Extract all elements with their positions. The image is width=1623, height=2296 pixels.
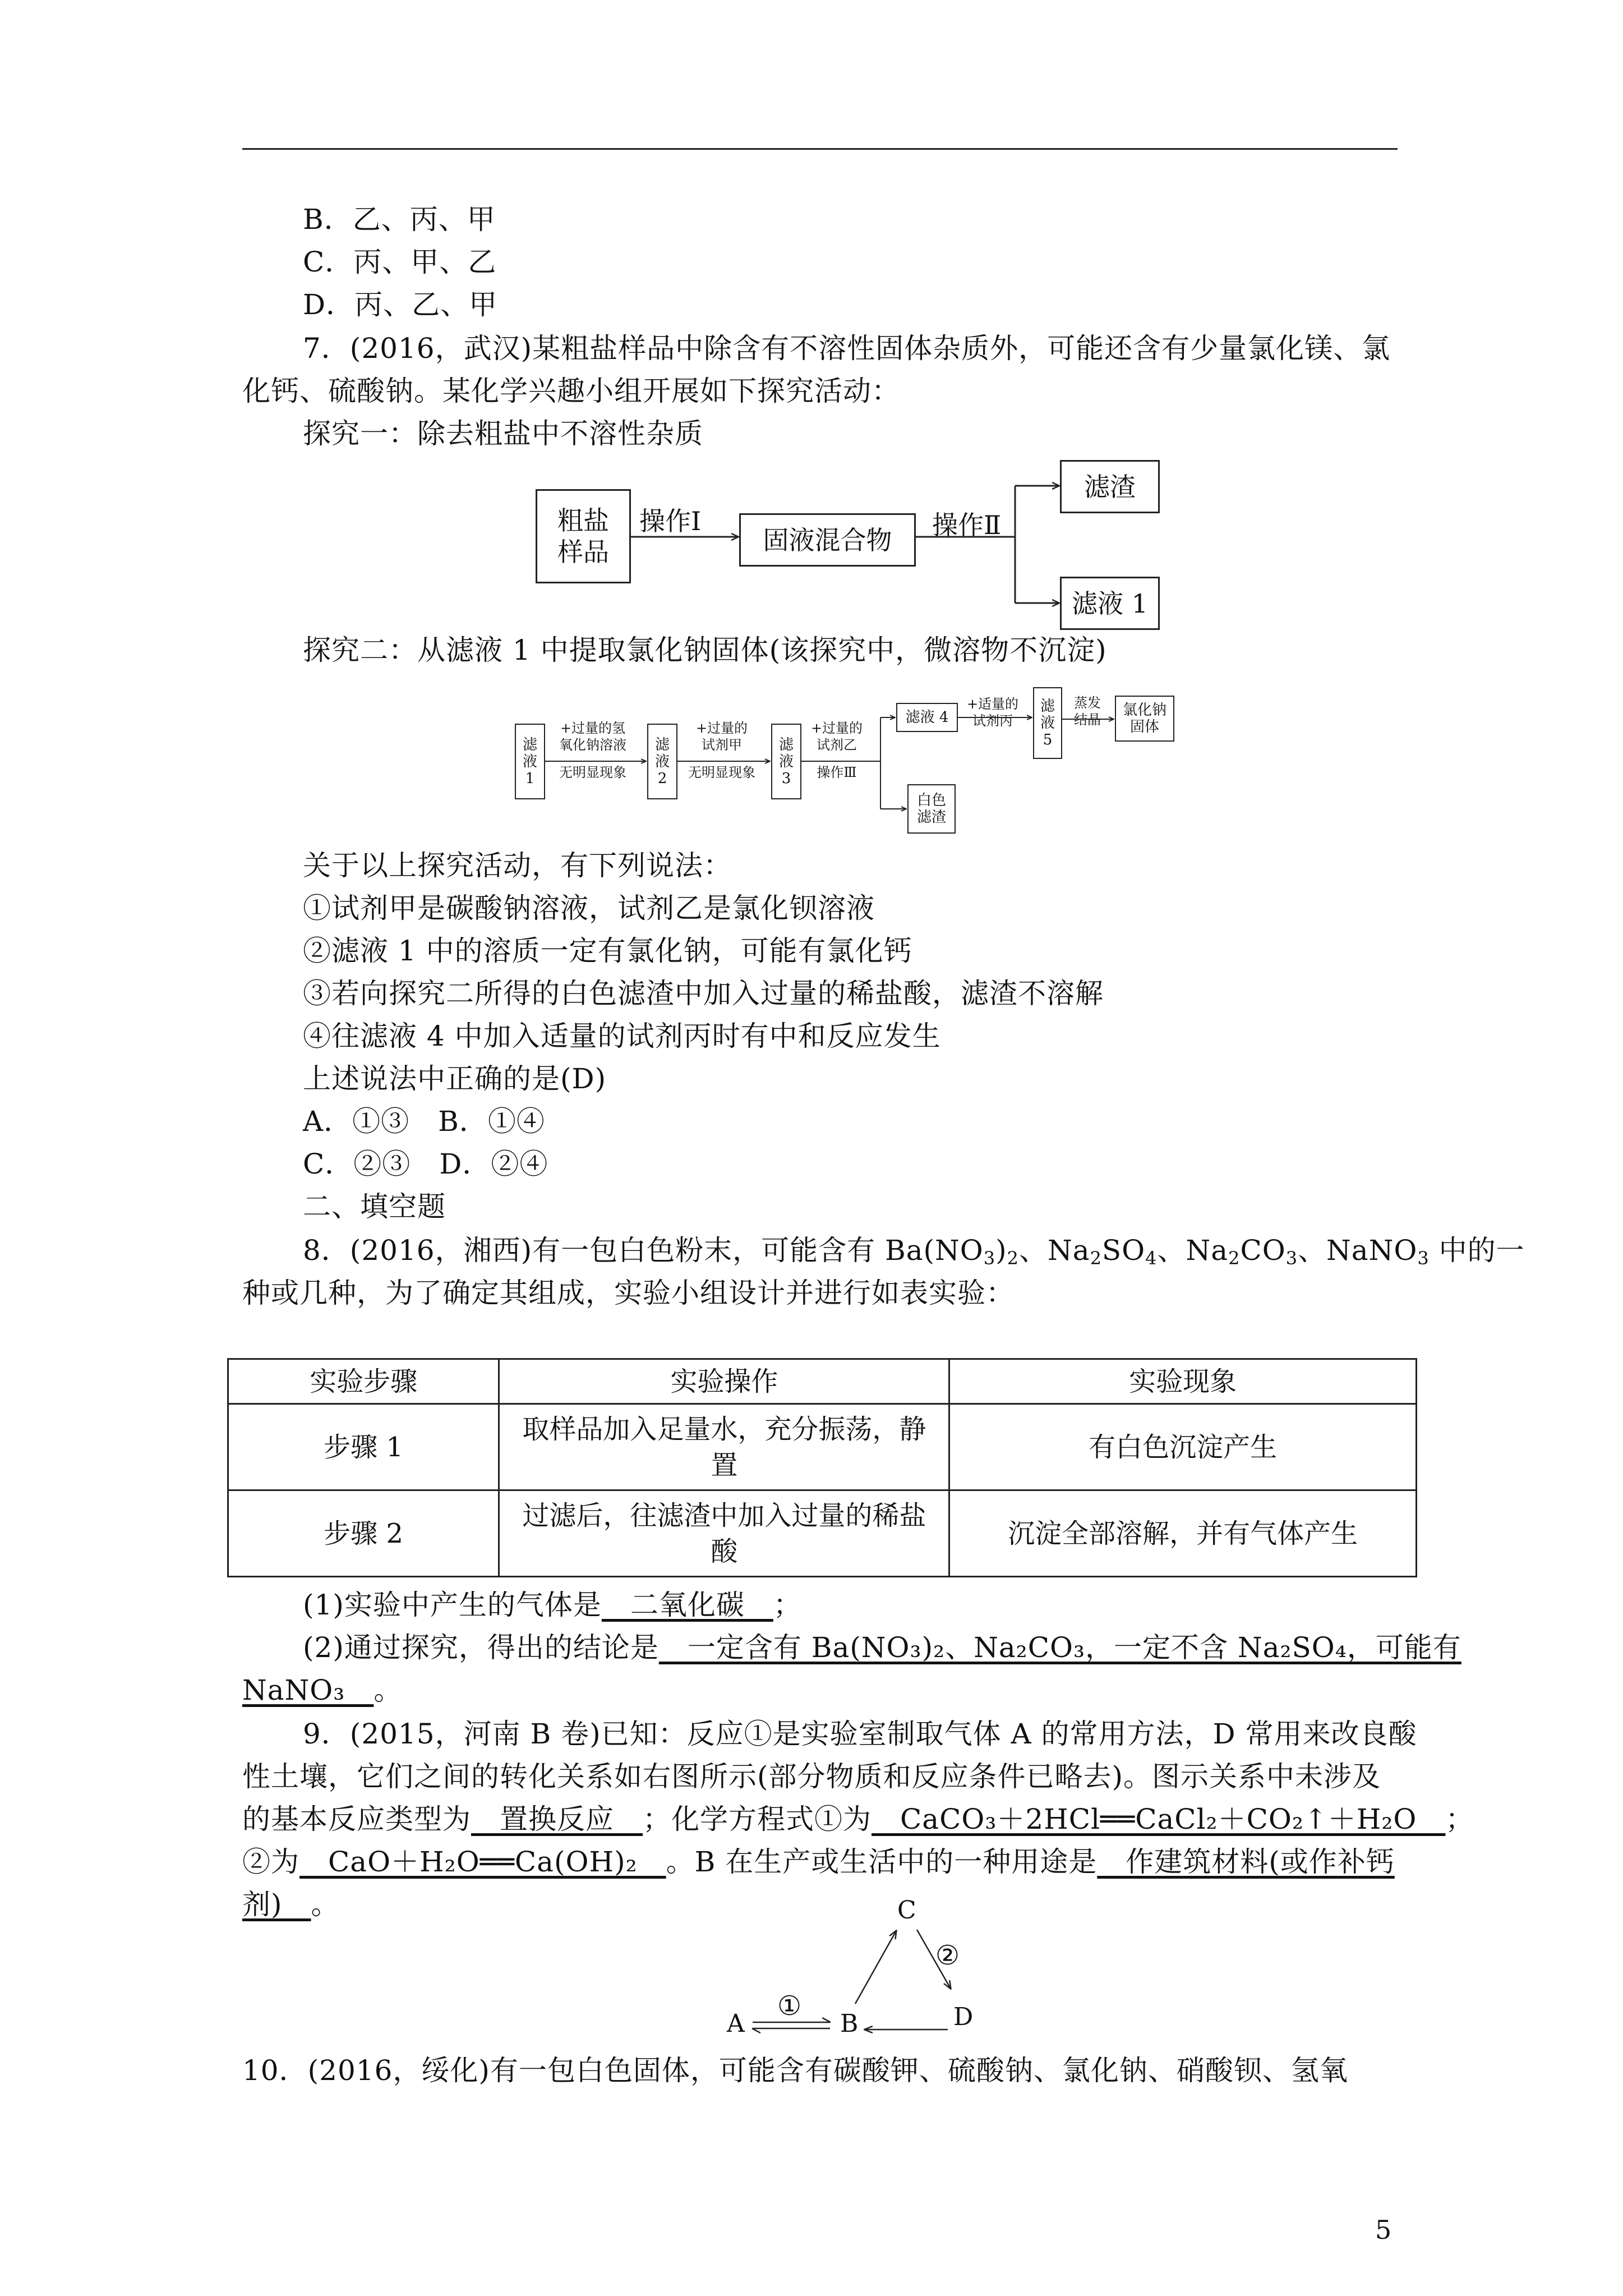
flow2-filtrate1: 滤 液 1 [515,724,545,799]
flow2-step2-bottom: 无明显现象 [688,765,755,780]
flow2-step4-top: +适量的 试剂丙 [966,696,1019,729]
flow1-mixture-box: 固液混合物 [739,513,916,567]
flow2-step1-bottom: 无明显现象 [559,765,626,780]
q9-line5: 剂) 。 [242,1888,340,1921]
option-b: B．乙、丙、甲 [303,203,496,236]
q7-line2: 化钙、硫酸钠。某化学兴趣小组开展如下探究活动： [242,375,900,407]
flow2-step1-top: +过量的氢 氧化钠溶液 [559,720,626,753]
q7-intro: 关于以上探究活动，有下列说法： [303,849,732,882]
q7-statement-1: ①试剂甲是碳酸钠溶液，试剂乙是氯化钡溶液 [303,892,875,924]
q7-choices-ab: A．①③ B．①④ [303,1105,545,1138]
q9-line3: 的基本反应类型为 置换反应 ；化学方程式①为 CaCO₃＋2HCl══CaCl₂＋CO₂↑＋H₂O ； [242,1803,1474,1835]
answer-blank: NaNO₃ [242,1674,374,1706]
node-a: A [727,2009,745,2038]
answer-blank: 二氧化碳 [601,1589,773,1621]
answer-blank: 置换反应 [471,1803,643,1835]
flow1-residue-box: 滤渣 [1060,460,1160,513]
table-cell: 步骤 1 [228,1404,499,1490]
answer-blank: CaO＋H₂O══Ca(OH)₂ [299,1846,666,1878]
flow2-filtrate4: 滤液 4 [896,703,958,732]
q8-answer-1: (1)实验中产生的气体是 二氧化碳 ； [303,1589,802,1621]
flow1-start-box: 粗盐 样品 [536,489,631,583]
node-c: C [897,1896,916,1925]
q7-line1: 7．(2016，武汉)某粗盐样品中除含有不溶性固体杂质外，可能还含有少量氯化镁、氯 [303,332,1391,365]
table-cell: 过滤后，往滤渣中加入过量的稀盐 酸 [499,1490,949,1577]
q9-line4: ②为 CaO＋H₂O══Ca(OH)₂ 。B 在生产或生活中的一种用途是 作建筑材料(或作补钙 [242,1846,1395,1878]
flow2-step3-top: +过量的 试剂乙 [810,720,863,753]
q10-line1: 10．(2016，绥化)有一包白色固体，可能含有碳酸钾、硫酸钠、氯化钠、硝酸钡、氢氧 [242,2054,1348,2087]
reaction-2-label: ② [935,1940,960,1971]
q7-explore1: 探究一：除去粗盐中不溶性杂质 [303,417,703,450]
q8-line2: 种或几种，为了确定其组成，实验小组设计并进行如表实验： [242,1277,1015,1309]
table-header: 实验步骤 [228,1359,499,1404]
reaction-1-label: ① [777,1990,802,2022]
flow2-step2-top: +过量的 试剂甲 [695,720,748,753]
answer-blank: 剂) [242,1888,311,1921]
q7-statement-2: ②滤液 1 中的溶质一定有氯化钠，可能有氯化钙 [303,935,912,967]
answer-blank: 一定含有 Ba(NO₃)₂、Na₂CO₃，一定不含 Na₂SO₄，可能有 [658,1631,1461,1664]
q7-explore2: 探究二：从滤液 1 中提取氯化钠固体(该探究中，微溶物不沉淀) [303,634,1107,666]
q7-statement-3: ③若向探究二所得的白色滤渣中加入过量的稀盐酸，滤渣不溶解 [303,977,1104,1010]
node-d: D [953,2003,974,2031]
table-cell: 有白色沉淀产生 [949,1404,1417,1490]
page-number: 5 [1375,2215,1392,2245]
answer-blank: 作建筑材料(或作补钙 [1097,1846,1395,1878]
table-cell: 取样品加入足量水，充分振荡，静 置 [499,1404,949,1490]
option-c: C．丙、甲、乙 [303,246,497,278]
answer-blank: CaCO₃＋2HCl══CaCl₂＋CO₂↑＋H₂O [872,1803,1446,1835]
flow2-step3-bottom: 操作Ⅲ [817,765,857,780]
flow2-filtrate2: 滤 液 2 [647,724,677,799]
flow1-op2-label: 操作Ⅱ [932,510,1002,540]
table-cell: 沉淀全部溶解，并有气体产生 [949,1490,1417,1577]
table-header: 实验现象 [949,1359,1417,1404]
flow1-op1-label: 操作Ⅰ [639,506,702,536]
node-b: B [840,2009,859,2038]
q9-line2: 性土壤，它们之间的转化关系如右图所示(部分物质和反应条件已略去)。图示关系中未涉及 [242,1760,1381,1793]
table-header: 实验操作 [499,1359,949,1404]
flow2-step5-top: 蒸发 结晶 [1074,695,1101,728]
section-2-heading: 二、填空题 [303,1190,446,1223]
q7-question: 上述说法中正确的是(D) [303,1062,607,1095]
flow1-filtrate-box: 滤液 1 [1060,577,1160,630]
q9-line1: 9．(2015，河南 B 卷)已知：反应①是实验室制取气体 A 的常用方法，D 常用来改良酸 [303,1718,1417,1750]
flow2-filtrate3: 滤 液 3 [771,724,801,799]
flow2-product: 氯化钠 固体 [1115,696,1174,742]
option-d: D．丙、乙、甲 [303,288,498,321]
q8-answer-2: (2)通过探究，得出的结论是 一定含有 Ba(NO₃)₂、Na₂CO₃，一定不含 Na₂SO₄，可能有 [303,1631,1461,1664]
q7-statement-4: ④往滤液 4 中加入适量的试剂丙时有中和反应发生 [303,1020,941,1052]
flow2-filtrate5: 滤 液 5 [1033,687,1062,759]
table-cell: 步骤 2 [228,1490,499,1577]
flow2-white-residue: 白色 滤渣 [907,784,956,834]
q7-choices-cd: C．②③ D．②④ [303,1148,548,1180]
q8-line1: 8．(2016，湘西)有一包白色粉末，可能含有 $Ba(NO_3)_2$、$Na_2SO_4$、$Na_2CO_3$、NaNO$_3$ 中的一 [303,1234,1525,1269]
q8-answer-2-cont: NaNO₃ 。 [242,1674,403,1706]
